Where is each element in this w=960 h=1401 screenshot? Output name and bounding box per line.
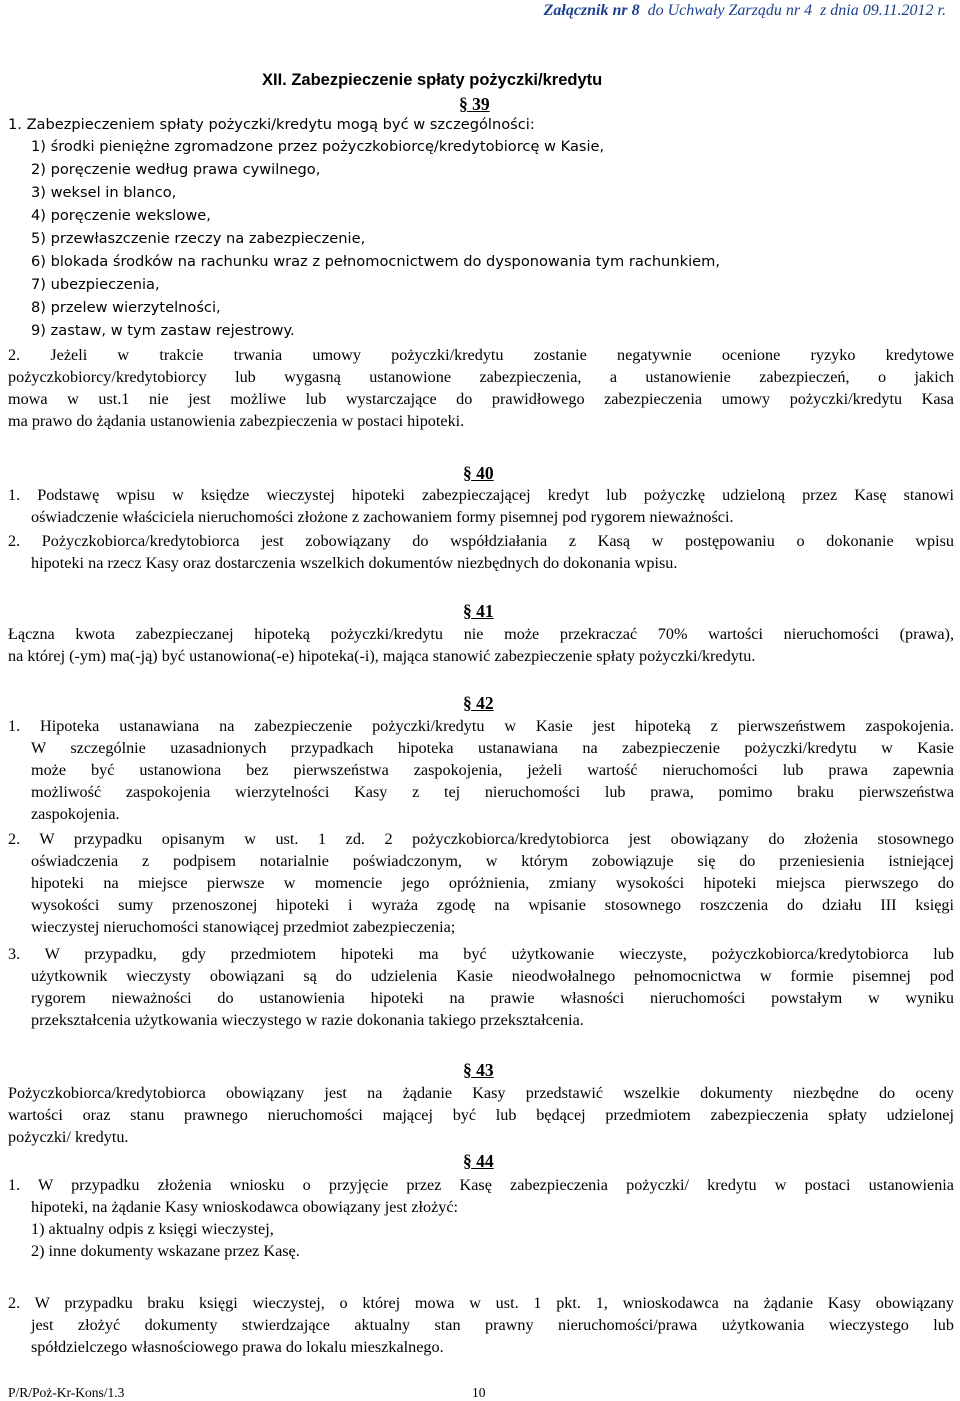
chapter-title: XII. Zabezpieczenie spłaty pożyczki/kredytu [262,71,603,89]
text-line: 3. W przypadku, gdy przedmiotem hipoteki ma być użytkowanie wieczyste, pożyczkobiorca/kredytobiorca lub [8,945,954,963]
text-line: zaspokojenia. [31,805,120,823]
section-sign-icon: § [463,693,472,713]
section-number-39: § 39 [459,94,490,114]
text-line: 1. W przypadku złożenia wniosku o przyjęcie przez Kasę zabezpieczenia pożyczki/ kredytu w postaci ustanowienia [8,1176,954,1194]
s39-paragraph-1-intro: 1. Zabezpieczeniem spłaty pożyczki/kredytu mogą być w szczególności: [8,116,535,133]
text-line: 2. Pożyczkobiorca/kredytobiorca jest zobowiązany do współdziałania z Kasą w postępowaniu o dokonanie wpisu [8,532,954,550]
text-line: rygorem nieważności do ustanowienia hipoteki na prawie własności nieruchomości powstałym w wyniku [31,989,954,1007]
attachment-header [544,2,946,20]
s39-item: 2) poręczenie według prawa cywilnego, [31,161,321,178]
text-line: 2. W przypadku opisanym w ust. 1 zd. 2 pożyczkobiorca/kredytobiorca jest obowiązany do złożenia stosownego [8,830,954,848]
s44-paragraph-2 [8,1292,954,1358]
section-sign-icon: § [463,463,472,483]
section-number-42: § 42 [463,693,494,713]
s40-paragraph-2 [8,530,954,574]
s39-paragraph-2 [8,344,954,432]
text-line: ma prawo do żądania ustanowienia zabezpieczenia w postaci hipoteki. [8,412,465,430]
text-line: hipoteki na rzecz Kasy oraz dostarczenia wszelkich dokumentów niezbędnych do dokonania wpisu. [31,554,678,572]
text-line: pożyczki/ kredytu. [8,1128,129,1146]
s39-item: 1) środki pieniężne zgromadzone przez pożyczkobiorcę/kredytobiorcę w Kasie, [31,138,605,155]
s44-paragraph-1 [8,1174,954,1262]
s39-item: 4) poręczenie wekslowe, [31,207,211,224]
s39-item: 3) weksel in blanco, [31,184,177,201]
text-line: 2) inne dokumenty wskazane przez Kasę. [31,1242,300,1260]
header-attachment: Załącznik nr 8 [543,2,640,19]
section-sign-icon: § [463,1060,472,1080]
text-line: hipoteki, na żądanie Kasy wnioskodawca obowiązany jest złożyć: [31,1198,459,1216]
text-line: na której (-ym) ma(-ją) być ustanowiona(-e) hipoteka(-i), mająca stanowić zabezpieczenie spłaty pożyczki/kredytu. [8,647,756,665]
header-date: z dnia 09.11.2012 r. [820,2,946,19]
text-line: wysokości sumy przenoszonej hipoteki i wyraża zgodę na wpisanie stosownego roszczenia do działu III księgi [31,896,954,914]
text-line: możliwość zaspokojenia wierzytelności Kasy z tej nieruchomości lub prawa, pomimo braku pierwszeństwa [31,783,954,801]
s40-paragraph-1 [8,484,954,528]
text-line: 2. W przypadku braku księgi wieczystej, o której mowa w ust. 1 pkt. 1, wnioskodawca na żądanie Kasy obowiązany [8,1294,954,1312]
s41-paragraph [8,623,954,667]
text-line: oświadczenia z podpisem notarialnie poświadczonym, w którym zobowiązuje się do przeniesienia istniejącej [31,852,954,870]
section-sign-icon: § [463,1151,472,1171]
text-line: przekształcenia użytkowania wieczystego w razie dokonania takiego przekształcenia. [31,1011,584,1029]
text-line: pożyczkobiorcy/kredytobiorcy lub wygasną ustanowione zabezpieczenia, a ustanowienie zabezpieczeń, o jakich [8,368,954,386]
section-number-44: § 44 [463,1151,494,1171]
text-line: Pożyczkobiorca/kredytobiorca obowiązany jest na żądanie Kasy przedstawić wszelkie dokumenty niezbędne do oceny [8,1084,954,1102]
text-line: W szczególnie uzasadnionych przypadkach hipoteka ustanawiana na zabezpieczenie pożyczki/kredytu w Kasie [31,739,954,757]
text-line: wartości oraz stanu prawnego nieruchomości mającej być lub będącej przedmiotem zabezpieczenia spłaty udzielonej [8,1106,954,1124]
text-line: 1. Hipoteka ustanawiana na zabezpieczenie pożyczki/kredytu w Kasie jest hipoteką z pierwszeństwem zaspokojenia. [8,717,954,735]
s39-item: 9) zastaw, w tym zastaw rejestrowy. [31,322,295,339]
s39-item: 5) przewłaszczenie rzeczy na zabezpieczenie, [31,230,366,247]
text-line: mowa w ust.1 nie jest możliwe lub wystarczające do prawidłowego zabezpieczenia umowy pożyczki/kredytu Kasa [8,390,954,408]
s39-item: 6) blokada środków na rachunku wraz z pełnomocnictwem do dysponowania tym rachunkiem, [31,253,720,270]
s39-item: 8) przelew wierzytelności, [31,299,221,316]
text-line: wieczystej nieruchomości stanowiącej przedmiot zabezpieczenia; [31,918,456,936]
text-line: hipoteki na miejsce pierwsze w momencie jego opróżnienia, zmiany wysokości hipoteki miejsca pierwszego do [31,874,954,892]
s43-paragraph [8,1082,954,1148]
text-line: 1. Podstawę wpisu w księdze wieczystej hipoteki zabezpieczającej kredyt lub pożyczkę udzieloną przez Kasę stanowi [8,486,954,504]
section-number-41: § 41 [463,601,494,621]
section-number-40: § 40 [463,463,494,483]
section-number-43: § 43 [463,1060,494,1080]
section-sign-icon: § [459,94,468,114]
s42-paragraph-2 [8,828,954,938]
text-line: Łączna kwota zabezpieczanej hipoteką pożyczki/kredytu nie może przekraczać 70% wartości nieruchomości (prawa), [8,625,954,643]
s39-item: 7) ubezpieczenia, [31,276,160,293]
text-line: 2. Jeżeli w trakcie trwania umowy pożyczki/kredytu zostanie negatywnie ocenione ryzyko kredytowe [8,346,954,364]
text-line: może być ustanowiona bez pierwszeństwa zaspokojenia, jeżeli wartość nieruchomości lub prawa zapewnia [31,761,954,779]
s42-paragraph-1 [8,715,954,825]
footer-document-code: P/R/Poż-Kr-Kons/1.3 [8,1385,125,1400]
section-sign-icon: § [463,601,472,621]
footer-page-number: 10 [472,1385,486,1400]
text-line: 1) aktualny odpis z księgi wieczystej, [31,1220,274,1238]
text-line: jest złożyć dokumenty stwierdzające aktualny stan prawny nieruchomości/prawa użytkowania wieczystego lub [31,1316,954,1334]
s42-paragraph-3 [8,943,954,1031]
text-line: użytkownik wieczysty obowiązani są do udzielenia Kasie nieodwołalnego pełnomocnictwa w formie pisemnej pod [31,967,954,985]
text-line: spółdzielczego własnościowego prawa do lokalu mieszkalnego. [31,1338,444,1356]
text-line: oświadczenie właściciela nieruchomości złożone z zachowaniem formy pisemnej pod rygorem nieważności. [31,508,734,526]
header-resolution: do Uchwały Zarządu nr 4 [647,2,813,19]
